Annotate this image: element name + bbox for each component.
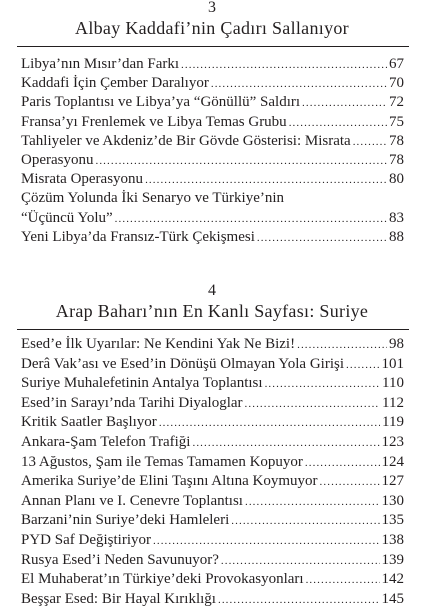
toc-entry[interactable] [21,113,404,132]
entry-page: 145 [381,590,404,607]
toc-entry[interactable] [21,74,404,93]
toc-entry[interactable] [21,55,404,74]
entry-title: Ankara-Şam Telefon Trafiği [21,433,191,450]
entry-page: 78 [389,132,404,149]
entry-page: 124 [381,453,404,470]
dot-leader [306,571,380,591]
chapter-number: 3 [208,0,216,16]
dot-leader [192,434,379,454]
toc-entry[interactable] [21,453,404,473]
toc-entry[interactable] [21,433,404,453]
dot-leader [115,210,387,229]
entry-page: 110 [382,375,404,392]
entry-title: Kaddafi İçin Çember Daralıyor [21,75,209,92]
toc-list [21,335,404,609]
dot-leader [353,133,387,152]
entry-title: Fransa’yı Frenlemek ve Libya Temas Grubu [21,113,287,130]
entry-title: El Muhaberat’ın Türkiye’deki Provokasyonları [21,571,304,588]
entry-page: 142 [381,571,404,588]
title-divider [17,329,409,330]
toc-entry[interactable] [21,209,404,228]
toc-entry[interactable] [21,151,404,170]
entry-page: 135 [381,512,404,529]
dot-leader [218,591,380,610]
toc-entry[interactable] [21,335,404,355]
toc-entry[interactable] [21,228,404,247]
entry-page: 83 [389,209,404,226]
entry-title: Esed’in Sarayı’nda Tarihi Diyaloglar [21,394,243,411]
chapter-title: Albay Kaddafi’nin Çadırı Sallanıyor [75,18,349,38]
toc-entry[interactable] [21,355,404,375]
entry-title: Çözüm Yolunda İki Senaryo ve Türkiye’nin [21,190,285,207]
entry-title: Paris Toplantısı ve Libya’ya “Gönüllü” Saldırı [21,94,301,111]
entry-title: Esed’e İlk Uyarılar: Ne Kendini Yak Ne Bizi! [21,336,296,352]
toc-entry[interactable] [21,551,404,571]
entry-title: 13 Ağustos, Şam ile Temas Tamamen Kopuyor [21,453,303,470]
chapter-4-section [0,282,424,607]
entry-page: 70 [389,75,404,92]
entry-page: 127 [381,473,404,490]
entry-page: 75 [389,113,404,130]
toc-entry[interactable] [21,472,404,492]
entry-title: Yeni Libya’da Fransız-Türk Çekişmesi [21,228,255,245]
toc-entry[interactable] [21,570,404,590]
dot-leader [289,114,387,133]
dot-leader [211,75,387,94]
dot-leader [153,532,380,552]
entry-title: Tahliyeler ve Akdeniz’de Bir Gövde Gösterisi: Misrata [21,132,351,149]
title-divider [17,46,409,47]
toc-entry[interactable] [21,189,404,208]
entry-title: Beşşar Esed: Bir Hayal Kırıklığı [21,590,216,607]
entry-page: 72 [389,94,404,111]
entry-page: 138 [381,531,404,548]
dot-leader [257,229,387,248]
toc-entry[interactable] [21,374,404,394]
chapter-number: 4 [208,282,216,299]
entry-page: 123 [381,433,404,450]
entry-title: Suriye Muhalefetinin Antalya Toplantısı [21,375,263,392]
entry-title: Operasyonu [21,151,94,168]
entry-page: 112 [382,394,404,411]
entry-page: 80 [389,171,404,188]
dot-leader [221,552,380,572]
dot-leader [302,94,387,113]
entry-title: Annan Planı ve I. Cenevre Toplantısı [21,492,243,509]
toc-entry[interactable] [21,531,404,551]
dot-leader [181,56,387,75]
dot-leader [346,356,379,376]
toc-entry[interactable] [21,394,404,414]
entry-title: Libya’nın Mısır’dan Farkı [21,56,180,72]
dot-leader [245,493,380,513]
toc-entry[interactable] [21,170,404,189]
chapter-3-section [0,0,424,245]
entry-page: 88 [389,228,404,245]
toc-list [21,55,404,247]
toc-entry[interactable] [21,132,404,151]
dot-leader [297,336,387,356]
entry-title: Kritik Saatler Başlıyor [21,414,157,431]
entry-page: 119 [382,414,404,431]
dot-leader [159,414,380,434]
entry-title: “Üçüncü Yolu” [21,209,113,226]
entry-page: 101 [381,355,404,372]
entry-title: Barzani’nin Suriye’deki Hamleleri [21,512,230,529]
chapter-title: Arap Baharı’nın En Kanlı Sayfası: Suriye [55,301,369,321]
dot-leader [305,454,380,474]
dot-leader [145,171,387,190]
toc-entry[interactable] [21,93,404,112]
entry-title: Misrata Operasyonu [21,171,144,188]
entry-page: 98 [389,336,404,352]
entry-title: PYD Saf Değiştiriyor [21,531,151,548]
entry-title: Amerika Suriye’de Elini Taşını Altına Koymuyor [21,473,318,490]
toc-entry[interactable] [21,413,404,433]
entry-title: Derâ Vak’ası ve Esed’in Dönüşü Olmayan Yola Girişi [21,355,345,372]
entry-title: Rusya Esed’i Neden Savunuyor? [21,551,219,568]
entry-page: 139 [381,551,404,568]
toc-entry[interactable] [21,511,404,531]
entry-page: 67 [389,56,404,72]
dot-leader [320,473,380,493]
toc-entry[interactable] [21,492,404,512]
dot-leader [95,152,387,171]
dot-leader [245,395,381,415]
entry-page: 130 [381,492,404,509]
dot-leader [265,375,380,395]
entry-page: 78 [389,151,404,168]
dot-leader [231,512,379,532]
